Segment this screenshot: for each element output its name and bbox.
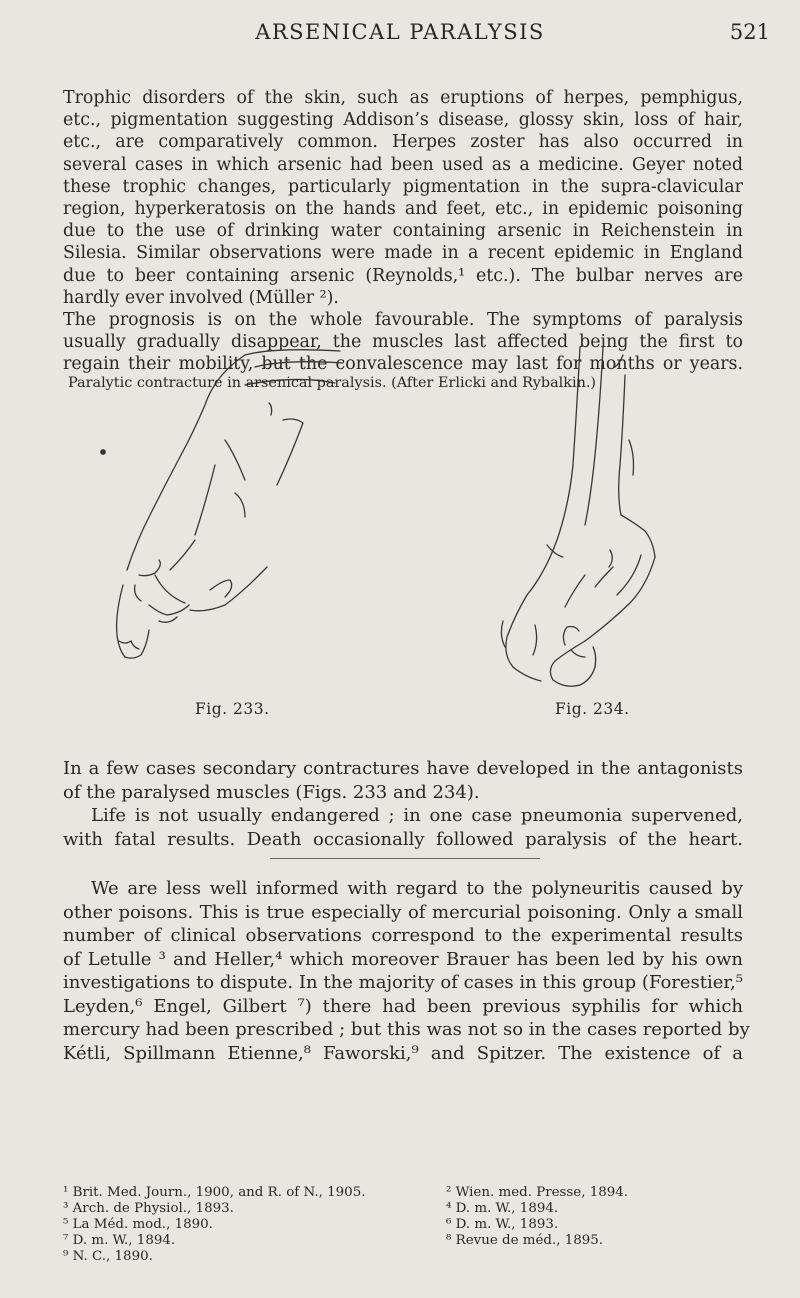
footnote-9: ⁹ N. C., 1890. (63, 1249, 153, 1264)
text-line: of the paralysed muscles (Figs. 233 and 234). (63, 781, 480, 803)
footnote-4: ⁴ D. m. W., 1894. (446, 1201, 559, 1216)
text-line: usually gradually disappear, the muscles last affected being the first to (63, 332, 743, 353)
footnote-6: ⁶ D. m. W., 1893. (446, 1217, 559, 1232)
figure-caption: Paralytic contracture in arsenical paralysis. (After Erlicki and Rybalkin.) (68, 375, 597, 391)
text-line: region, hyperkeratosis on the hands and feet, etc., in epidemic poisoning (63, 199, 743, 220)
footnote-3: ³ Arch. de Physiol., 1893. (63, 1201, 234, 1216)
text-line: with fatal results. Death occasionally followed paralysis of the heart. (63, 828, 743, 850)
text-line: etc., are comparatively common. Herpes zoster has also occurred in (63, 132, 743, 153)
footnote-8: ⁸ Revue de méd., 1895. (446, 1233, 604, 1248)
text-line: Life is not usually endangered ; in one case pneumonia supervened, (91, 805, 743, 826)
text-line: Leyden,⁶ Engel, Gilbert ⁷) there had been previous syphilis for which (63, 995, 743, 1017)
text-line: several cases in which arsenic had been used as a medicine. Geyer noted (63, 154, 743, 175)
foot-contracture-drawing (501, 347, 655, 686)
text-line: due to beer containing arsenic (Reynolds,¹ etc.). The bulbar nerves are (63, 265, 743, 286)
text-line: We are less well informed with regard to the polyneuritis caused by (91, 878, 743, 899)
text-line: investigations to dispute. In the majority of cases in this group (Forestier,⁵ (63, 972, 743, 993)
text-line: regain their mobility, but the convalescence may last for months or years. (63, 354, 743, 375)
text-line: mercury had been prescribed ; but this was not so in the cases reported by (63, 1019, 750, 1040)
text-line: due to the use of drinking water containing arsenic in Reichenstein in (63, 221, 743, 242)
figure-233-234 (95, 345, 715, 718)
text-line: The prognosis is on the whole favourable. The symptoms of paralysis (63, 310, 743, 331)
page-header (0, 20, 800, 50)
page-number: 521 (729, 20, 770, 44)
text-line: other poisons. This is true especially of mercurial poisoning. Only a small (63, 901, 743, 923)
footnote-2: ² Wien. med. Presse, 1894. (446, 1185, 629, 1200)
paragraph-trophic-disorders (63, 87, 743, 376)
footnote-7: ⁷ D. m. W., 1894. (63, 1233, 176, 1248)
text-line: etc., pigmentation suggesting Addison’s disease, glossy skin, loss of hair, (63, 110, 743, 131)
text-line: Kétli, Spillmann Etienne,⁸ Faworski,⁹ and Spitzer. The existence of a (63, 1042, 743, 1064)
figure-234-label: Fig. 234. (555, 700, 630, 718)
text-line: In a few cases secondary contractures have developed in the antagonists (63, 758, 743, 779)
paragraph-secondary-contractures (63, 757, 743, 851)
running-title: ARSENICAL PARALYSIS (255, 20, 545, 44)
text-line: Trophic disorders of the skin, such as eruptions of herpes, pemphigus, (63, 88, 743, 108)
section-divider (270, 858, 540, 859)
figure-233-label: Fig. 233. (195, 700, 270, 718)
hand-contracture-drawing (101, 350, 343, 658)
text-line: of Letulle ³ and Heller,⁴ which moreover Brauer has been led by his own (63, 948, 743, 970)
footnote-1: ¹ Brit. Med. Journ., 1900, and R. of N., 1905. (63, 1185, 366, 1200)
footnote-5: ⁵ La Méd. mod., 1890. (63, 1217, 213, 1232)
text-line: number of clinical observations correspond to the experimental results (63, 925, 743, 946)
text-line: hardly ever involved (Müller ²). (63, 287, 339, 308)
text-line: these trophic changes, particularly pigmentation in the supra-clavicular (63, 176, 743, 197)
text-line: Silesia. Similar observations were made in a recent epidemic in England (63, 243, 743, 264)
paragraph-polyneuritis (63, 877, 750, 1065)
contracture-illustrations (95, 345, 715, 705)
